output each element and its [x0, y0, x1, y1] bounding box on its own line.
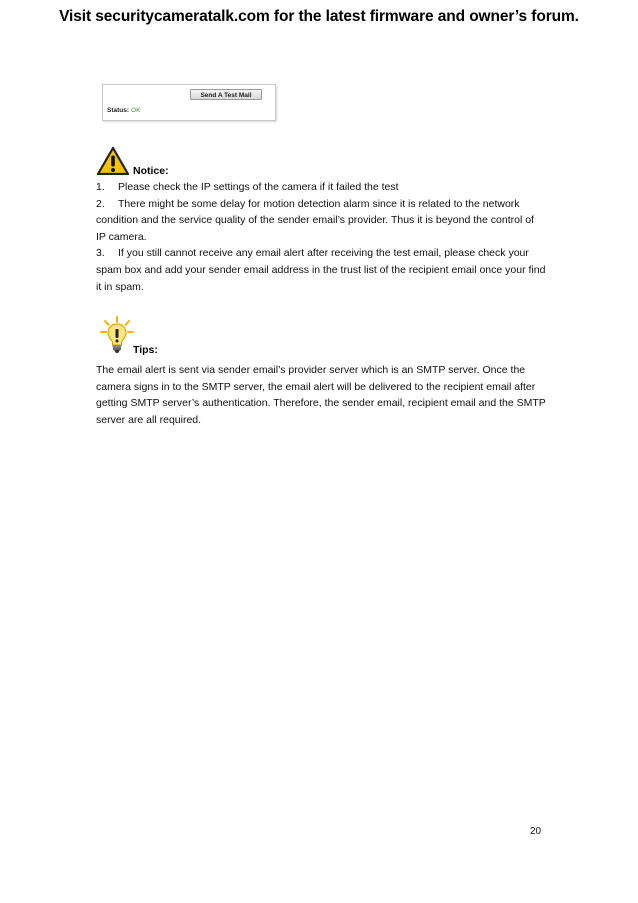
status-label: Status: — [107, 107, 130, 114]
test-mail-panel — [102, 84, 276, 121]
tips-text — [96, 362, 546, 428]
warning-icon — [97, 147, 129, 175]
lightbulb-icon — [100, 316, 134, 356]
notice-item — [96, 179, 546, 196]
notice-item-text: There might be some delay for motion detection alarm since it is related to the network condition and the service quality of the sender email’s provider. Thus it is beyond the control of IP camera. — [96, 197, 534, 243]
tips-heading: Tips: — [133, 344, 158, 356]
notice-item — [96, 245, 546, 295]
notice-list — [96, 179, 546, 295]
notice-item-number: 1. — [96, 181, 105, 193]
tips-paragraph: The email alert is sent via sender email’s provider server which is an SMTP server. Once the camera signs in to the SMTP server, the email alert will be delivered to the recipient email after getting SMTP server’s authentication. Therefore, the sender email, recipient email and the SMTP server are all required. — [96, 364, 546, 426]
notice-item-text: If you still cannot receive any email alert after receiving the test email, please check your spam box and add your sender email address in the trust list of the recipient email once your find it in spam. — [96, 247, 546, 293]
notice-item-number: 3. — [96, 247, 105, 260]
notice-item — [96, 196, 546, 246]
page-number: 20 — [530, 826, 542, 837]
notice-item-number: 2. — [96, 197, 105, 210]
notice-item-text: Please check the IP settings of the camera if it failed the test — [118, 181, 399, 193]
status-row — [107, 107, 140, 114]
status-value: OK — [131, 107, 141, 114]
send-test-mail-button[interactable]: Send A Test Mail — [190, 89, 262, 100]
notice-heading: Notice: — [133, 165, 169, 177]
page-banner: Visit securitycameratalk.com for the latest firmware and owner’s forum. — [59, 8, 579, 25]
